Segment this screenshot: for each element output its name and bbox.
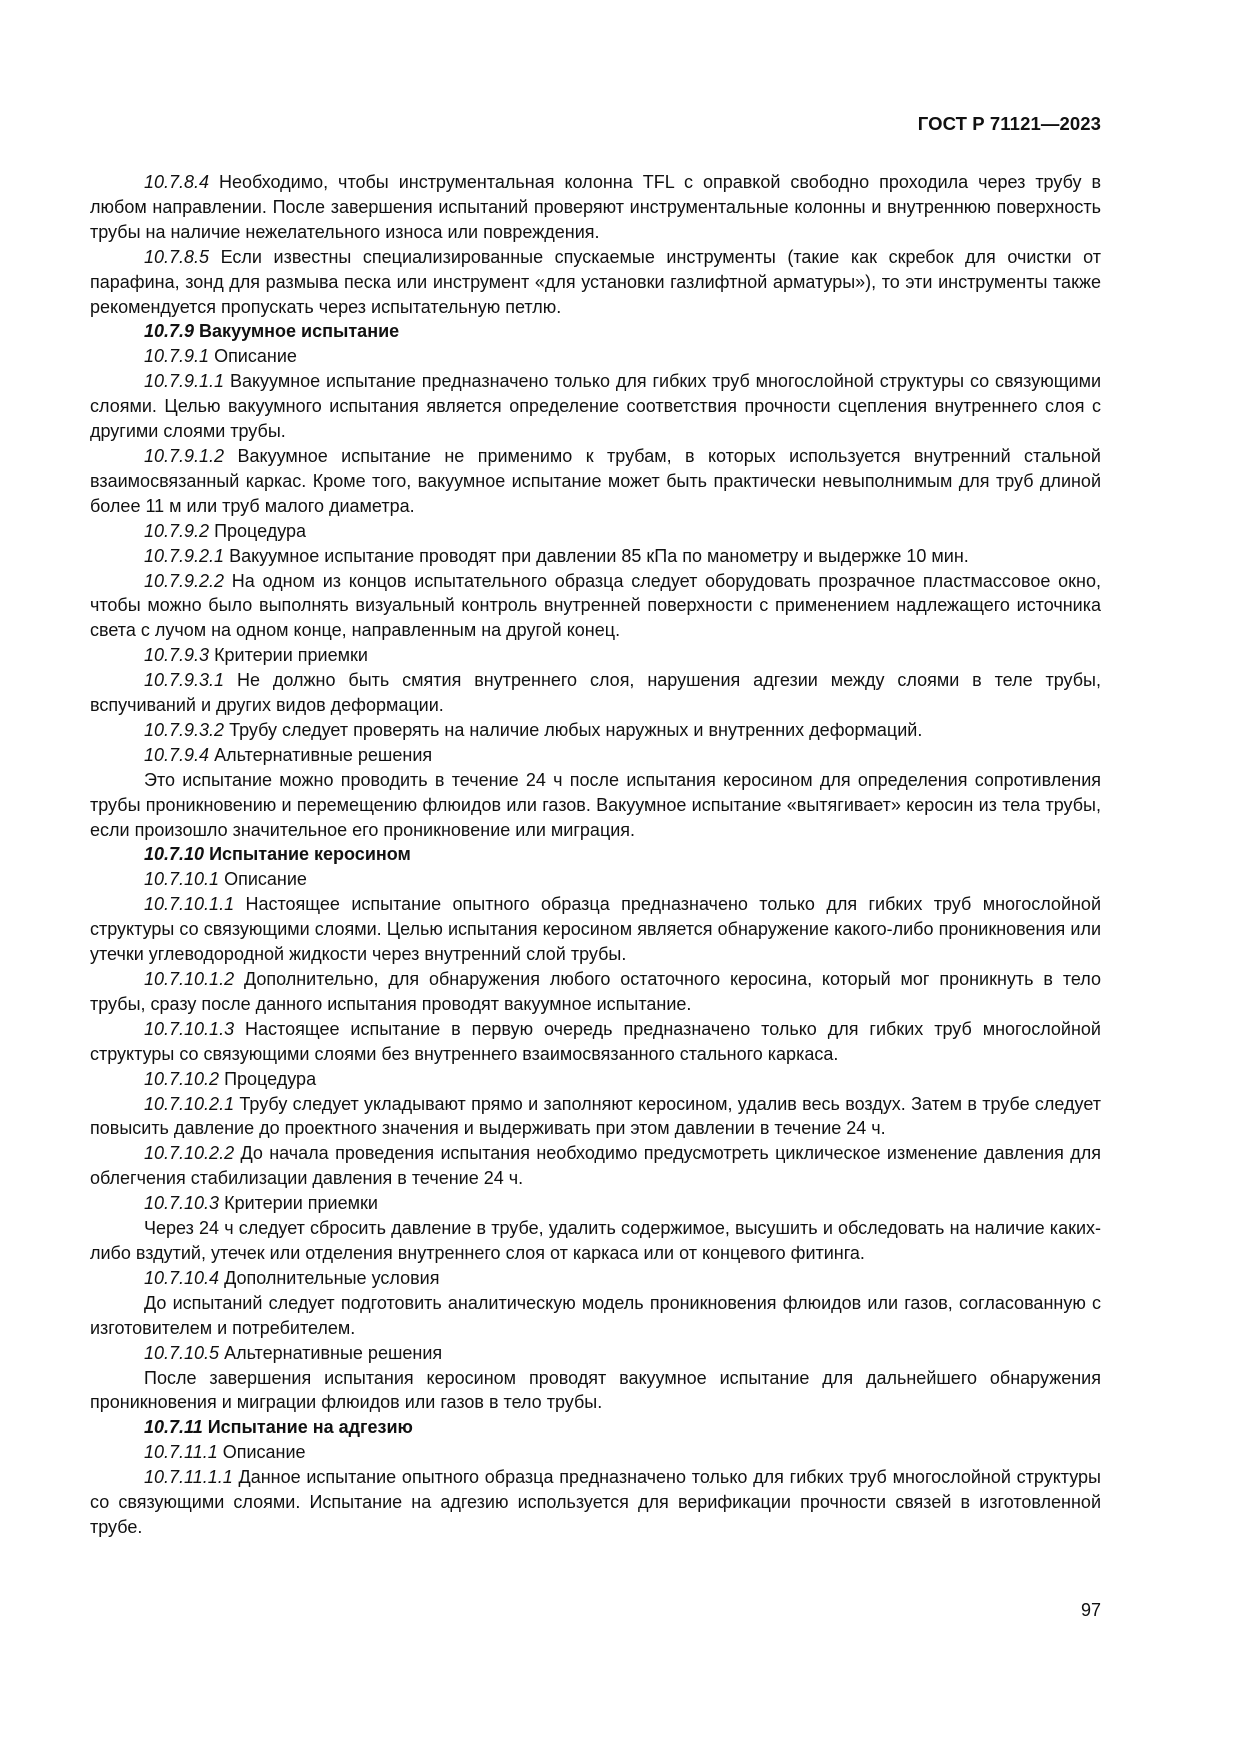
clause-number: 10.7.10.2 — [144, 1068, 220, 1089]
clause-title: Испытание керосином — [204, 844, 411, 865]
document-body — [90, 170, 1101, 1540]
clause-number: 10.7.10.2.1 — [144, 1093, 235, 1114]
clause-number: 10.7.10.1.3 — [144, 1018, 235, 1039]
paragraph-additional-conditions — [90, 1291, 1101, 1341]
clause-title: Альтернативные решения — [209, 744, 433, 765]
clause-text: На одном из концов испытательного образца следует оборудовать прозрачное пластмассовое окно, чтобы можно было выполнять визуальный контроль внутренней поверхности с применением надлежащего источника света с лучом на одном конце, направленным на другой конец. — [90, 570, 1101, 641]
clause-text: Это испытание можно проводить в течение 24 ч после испытания керосином для определения сопротивления трубы проникновению и перемещению флюидов или газов. Вакуумное испытание «вытягивает» керосин из тела трубы, если произошло значительное его проникновение или миграция. — [90, 769, 1101, 840]
clause-text: Через 24 ч следует сбросить давление в трубе, удалить содержимое, высушить и обследовать на наличие каких-либо вздутий, утечек или отделения внутреннего слоя от каркаса или от концевого фитинга. — [90, 1218, 1101, 1263]
paragraph-10-7-10-1-2 — [90, 967, 1101, 1017]
clause-title: Альтернативные решения — [219, 1342, 443, 1363]
clause-number: 10.7.10 — [144, 844, 205, 865]
clause-text: Трубу следует укладывают прямо и заполняют керосином, удалив весь воздух. Затем в трубе следует повысить давление до проектного значения и выдерживать при этом давлении в течение 24 ч. — [90, 1093, 1101, 1139]
paragraph-10-7-10-1-3 — [90, 1017, 1101, 1067]
paragraph-10-7-9-1-1 — [90, 369, 1101, 444]
clause-text: Данное испытание опытного образца предназначено только для гибких труб многослойной структуры со связующими слоями. Испытание на адгезию используется для верификации прочности связей в изготовленной трубе. — [90, 1467, 1101, 1537]
clause-title: Критерии приемки — [209, 645, 368, 666]
paragraph-10-7-10-2-1 — [90, 1092, 1101, 1142]
subheading-10-7-9-1 — [90, 344, 1101, 369]
clause-text: После завершения испытания керосином проводят вакуумное испытание для дальнейшего обнаружения проникновения и миграции флюидов или газов в тело трубы. — [90, 1367, 1101, 1413]
subheading-10-7-10-2 — [90, 1067, 1101, 1092]
clause-number: 10.7.8.4 — [144, 172, 210, 192]
clause-number: 10.7.9.3.2 — [144, 719, 225, 740]
clause-title: Процедура — [209, 520, 307, 541]
clause-text: Если известны специализированные спускаемые инструменты (такие как скребок для очистки от парафина, зонд для размыва песка или инструмент «для установки газлифтной арматуры»), то эти инструменты также рекомендуется пропускать через испытательную петлю. — [90, 246, 1101, 317]
clause-text: Настоящее испытание опытного образца предназначено только для гибких труб многослойной структуры со связующими слоями. Целью испытания керосином является обнаружение какого-либо проникновения или утечки углеводородной жидкости через внутренний слой трубы. — [90, 894, 1101, 965]
clause-title: Описание — [217, 1442, 306, 1463]
clause-number: 10.7.10.1 — [144, 869, 220, 890]
clause-number: 10.7.10.1.1 — [144, 894, 235, 915]
clause-text: Не должно быть смятия внутреннего слоя, нарушения адгезии между слоями в теле трубы, вспучиваний и других видов деформации. — [90, 670, 1101, 716]
paragraph-10-7-10-1-1 — [90, 892, 1101, 967]
clause-number: 10.7.9.2.2 — [144, 570, 225, 591]
subheading-10-7-10-5 — [90, 1341, 1101, 1366]
paragraph-10-7-11-1-1 — [90, 1465, 1101, 1540]
clause-number: 10.7.11 — [144, 1417, 203, 1438]
paragraph-10-7-10-2-2 — [90, 1141, 1101, 1191]
paragraph-10-7-9-3-2 — [90, 718, 1101, 743]
clause-number: 10.7.9.1.1 — [144, 371, 225, 392]
clause-number: 10.7.9.1 — [144, 346, 210, 367]
clause-number: 10.7.10.1.2 — [144, 969, 235, 989]
clause-text: Вакуумное испытание предназначено только для гибких труб многослойной структуры со связующими слоями. Целью вакуумного испытания является определение соответствия прочности сцепления внутреннего слоя с другими слоями трубы. — [90, 371, 1101, 442]
subheading-10-7-10-1 — [90, 867, 1101, 892]
clause-number: 10.7.10.2.2 — [144, 1143, 235, 1164]
paragraph-acceptance-kerosene — [90, 1216, 1101, 1266]
subheading-10-7-10-3 — [90, 1191, 1101, 1216]
clause-text: До начала проведения испытания необходимо предусмотреть циклическое изменение давления для облегчения стабилизации давления в течение 24 ч. — [90, 1143, 1101, 1189]
subheading-10-7-11-1 — [90, 1440, 1101, 1465]
page-number: 97 — [1080, 1600, 1101, 1620]
clause-number: 10.7.11.1.1 — [144, 1467, 233, 1488]
clause-title: Процедура — [219, 1068, 317, 1089]
clause-number: 10.7.9.3 — [144, 645, 210, 666]
subheading-10-7-9-2 — [90, 519, 1101, 544]
clause-title: Критерии приемки — [219, 1193, 378, 1214]
paragraph-10-7-9-2-1 — [90, 544, 1101, 569]
clause-text: Настоящее испытание в первую очередь предназначено только для гибких труб многослойной структуры со связующими слоями без внутреннего взаимосвязанного стального каркаса. — [90, 1018, 1101, 1064]
clause-number: 10.7.9.4 — [144, 744, 210, 765]
clause-number: 10.7.11.1 — [144, 1442, 218, 1463]
clause-number: 10.7.9 — [144, 321, 195, 342]
document-code-header: ГОСТ Р 71121—2023 — [917, 113, 1101, 134]
clause-number: 10.7.10.5 — [144, 1342, 220, 1363]
clause-title: Дополнительные условия — [219, 1267, 440, 1288]
clause-number: 10.7.10.4 — [144, 1267, 220, 1288]
clause-title: Испытание на адгезию — [202, 1417, 413, 1438]
clause-text: Дополнительно, для обнаружения любого остаточного керосина, который мог проникнуть в тело трубы, сразу после данного испытания проводят вакуумное испытание. — [90, 969, 1101, 1014]
clause-text: Вакуумное испытание проводят при давлении 85 кПа по манометру и выдержке 10 мин. — [224, 545, 969, 566]
clause-number: 10.7.9.1.2 — [144, 445, 225, 466]
heading-10-7-10 — [90, 842, 1101, 867]
clause-text: До испытаний следует подготовить аналитическую модель проникновения флюидов или газов, согласованную с изготовителем и потребителем. — [90, 1292, 1101, 1338]
paragraph-10-7-8-4 — [90, 170, 1101, 245]
clause-title: Описание — [219, 869, 307, 890]
clause-number: 10.7.10.3 — [144, 1193, 220, 1214]
clause-number: 10.7.8.5 — [144, 246, 210, 267]
clause-text: Трубу следует проверять на наличие любых наружных и внутренних деформаций. — [224, 719, 923, 740]
paragraph-10-7-8-5 — [90, 245, 1101, 320]
clause-number: 10.7.9.2.1 — [144, 545, 225, 566]
paragraph-10-7-9-1-2 — [90, 444, 1101, 519]
clause-number: 10.7.9.2 — [144, 520, 210, 541]
clause-title: Вакуумное испытание — [194, 321, 400, 342]
clause-number: 10.7.9.3.1 — [144, 670, 225, 691]
clause-text: Вакуумное испытание не применимо к трубам, в которых используется внутренний стальной взаимосвязанный каркас. Кроме того, вакуумное испытание может быть практически невыполнимым для труб длиной более 11 м или труб малого диаметра. — [90, 445, 1101, 516]
heading-10-7-9 — [90, 319, 1101, 344]
subheading-10-7-9-3 — [90, 643, 1101, 668]
clause-title: Описание — [209, 346, 297, 367]
paragraph-10-7-9-3-1 — [90, 668, 1101, 718]
paragraph-alternatives-vacuum — [90, 768, 1101, 843]
subheading-10-7-10-4 — [90, 1266, 1101, 1291]
paragraph-10-7-9-2-2 — [90, 569, 1101, 644]
paragraph-alternatives-kerosene — [90, 1366, 1101, 1416]
heading-10-7-11 — [90, 1415, 1101, 1440]
subheading-10-7-9-4 — [90, 743, 1101, 768]
clause-text: Необходимо, чтобы инструментальная колонна TFL с оправкой свободно проходила через трубу в любом направлении. После завершения испытаний проверяют инструментальные колонны и внутреннюю поверхность трубы на наличие нежелательного износа или повреждения. — [90, 172, 1101, 242]
